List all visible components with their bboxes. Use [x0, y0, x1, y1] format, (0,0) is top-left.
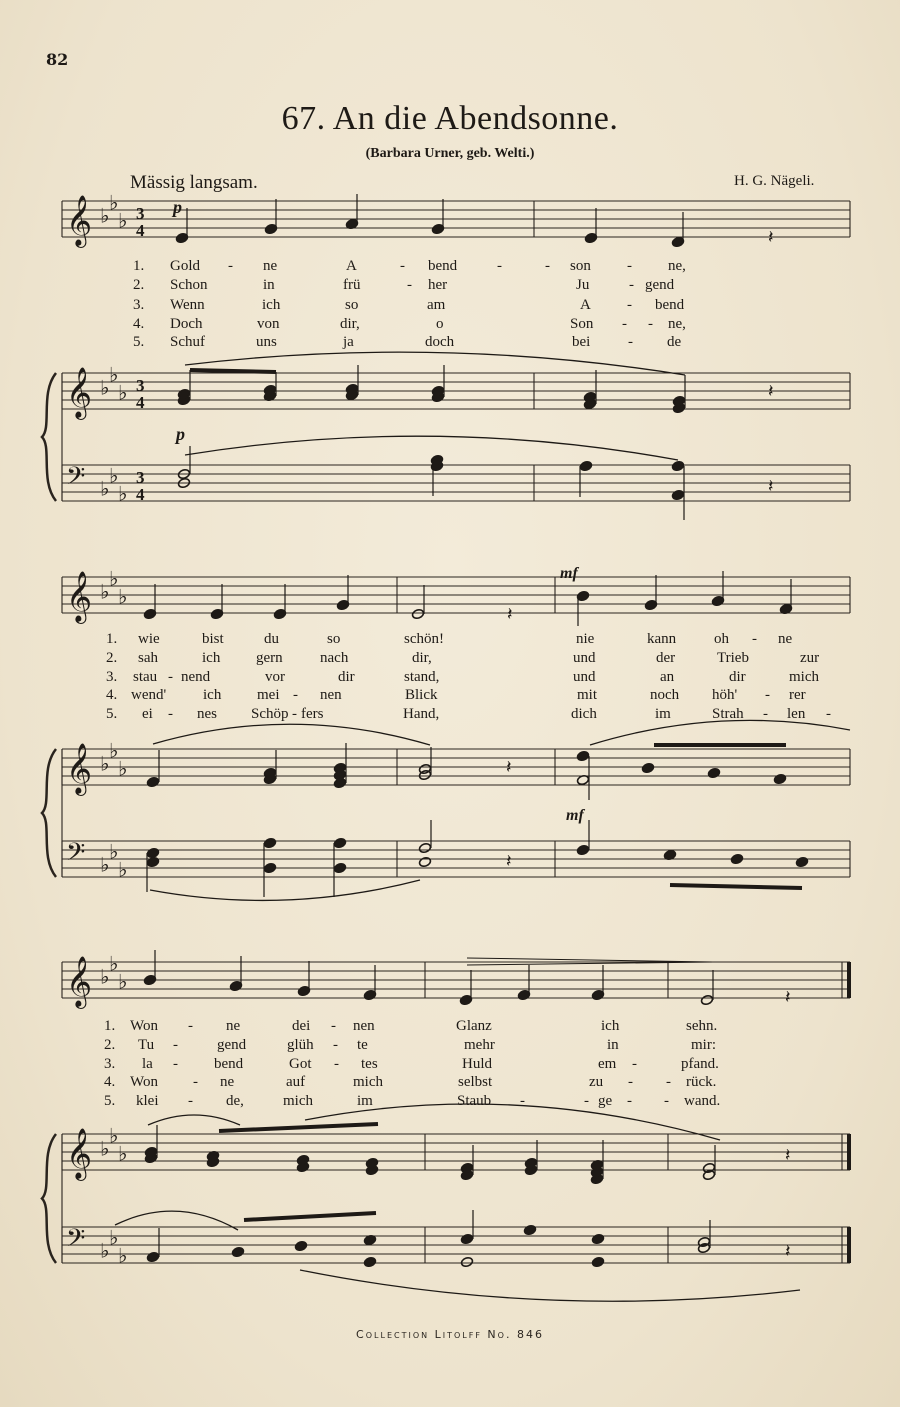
lyric-syllable: Won — [130, 1074, 158, 1090]
flat-icon: ♭ — [109, 738, 119, 763]
lyric-syllable: du — [264, 631, 279, 647]
lyric-hyphen: - — [173, 1037, 178, 1053]
lyric-syllable: ne — [778, 631, 793, 647]
lyric-hyphen: - — [188, 1018, 193, 1034]
dynamic-piano-voice: p — [173, 197, 182, 217]
time-sig-bottom: 4 — [136, 221, 145, 240]
lyric-hyphen: - — [228, 258, 233, 274]
lyric-syllable: so — [327, 631, 341, 647]
verse-number: 2. — [133, 277, 145, 293]
notehead — [146, 776, 159, 787]
flat-icon: ♭ — [109, 839, 119, 864]
flat-icon: ♭ — [118, 380, 128, 405]
lyric-syllable: Huld — [462, 1056, 492, 1072]
lyric-syllable: bist — [202, 631, 224, 647]
lyric-hyphen: - — [545, 258, 550, 274]
lyric-syllable: ich — [601, 1018, 620, 1034]
piano-brace — [42, 373, 56, 501]
lyric-syllable: dich — [571, 706, 597, 722]
lyric-syllable: schön! — [404, 631, 444, 647]
publisher-footer: Collection Litolff No. 846 — [356, 1328, 544, 1341]
notehead — [460, 1233, 473, 1244]
bass-clef-icon: 𝄢 — [66, 1224, 86, 1259]
notehead — [576, 844, 589, 855]
lyric-hyphen: - — [193, 1074, 198, 1090]
lyric-hyphen: - — [584, 1093, 589, 1109]
lyric-syllable: Ju — [576, 277, 590, 293]
lyric-syllable: im — [357, 1093, 373, 1109]
verse-number: 5. — [133, 334, 145, 350]
lyric-hyphen: - — [497, 258, 502, 274]
notehead — [418, 842, 431, 853]
crescendo-line — [467, 958, 712, 962]
final-barline — [847, 1227, 851, 1263]
lyric-syllable: Hand, — [403, 706, 440, 722]
notehead — [146, 1251, 159, 1262]
lyric-syllable: uns — [256, 334, 277, 350]
lyric-syllable: Trieb — [717, 650, 749, 666]
lyric-syllable: ei — [142, 706, 153, 722]
lyric-hyphen: - — [765, 687, 770, 703]
lyric-syllable: ne — [263, 258, 278, 274]
treble-clef-icon: 𝄞 — [66, 743, 93, 794]
lyric-syllable: frü — [343, 277, 361, 293]
notehead — [146, 847, 159, 858]
flat-icon: ♭ — [118, 584, 128, 609]
lyric-syllable: A — [580, 297, 591, 313]
flat-icon: ♭ — [100, 1238, 110, 1263]
slur — [150, 880, 420, 900]
lyric-syllable: ich — [203, 687, 222, 703]
flat-icon: ♭ — [118, 969, 128, 994]
flat-icon: ♭ — [100, 203, 110, 228]
verse-number: 5. — [106, 706, 118, 722]
treble-clef-icon: 𝄞 — [66, 195, 93, 246]
lyricist: (Barbara Urner, geb. Welti.) — [365, 146, 535, 161]
lyric-syllable: tes — [361, 1056, 378, 1072]
lyric-syllable: Schon — [170, 277, 208, 293]
lyric-hyphen: - — [648, 316, 653, 332]
flat-icon: ♭ — [118, 208, 128, 233]
lyric-syllable: vor — [265, 669, 285, 685]
notehead — [363, 1256, 376, 1267]
beam — [219, 1124, 378, 1131]
lyric-hyphen: - — [622, 316, 627, 332]
time-sig-bottom: 4 — [136, 485, 145, 504]
verse-number: 1. — [106, 631, 118, 647]
lyric-syllable: ge — [598, 1093, 613, 1109]
lyric-syllable: her — [428, 277, 448, 293]
lyric-syllable: mich — [789, 669, 819, 685]
lyric-syllable: noch — [650, 687, 680, 703]
composer: H. G. Nägeli. — [734, 173, 815, 189]
lyric-hyphen: - — [752, 631, 757, 647]
lyric-syllable: nend — [181, 669, 211, 685]
flat-icon: ♭ — [109, 1225, 119, 1250]
quarter-rest-icon: 𝄽 — [507, 604, 513, 625]
lyric-syllable: in — [263, 277, 275, 293]
lyric-syllable: fers — [301, 706, 324, 722]
lyric-syllable: de — [667, 334, 682, 350]
notehead — [523, 1224, 536, 1235]
notehead — [333, 837, 346, 848]
lyric-syllable: Son — [570, 316, 594, 332]
lyric-hyphen: - — [627, 297, 632, 313]
lyric-syllable: Doch — [170, 316, 203, 332]
lyric-syllable: ich — [262, 297, 281, 313]
lyric-syllable: te — [357, 1037, 368, 1053]
lyric-syllable: gern — [256, 650, 283, 666]
lyric-syllable: sah — [138, 650, 158, 666]
notehead — [333, 862, 346, 873]
lyric-syllable: rer — [789, 687, 806, 703]
final-barline — [847, 962, 851, 998]
notehead — [576, 750, 589, 761]
lyric-hyphen: - — [168, 706, 173, 722]
lyric-syllable: und — [573, 669, 596, 685]
notehead — [231, 1246, 244, 1257]
treble-clef-icon: 𝄞 — [66, 1128, 93, 1179]
lyric-syllable: Strah — [712, 706, 744, 722]
lyric-hyphen: - — [173, 1056, 178, 1072]
lyric-hyphen: - — [188, 1093, 193, 1109]
quarter-rest-icon: 𝄽 — [768, 227, 774, 248]
lyric-syllable: Wenn — [170, 297, 205, 313]
lyric-syllable: A — [346, 258, 357, 274]
lyric-syllable: bend — [428, 258, 458, 274]
lyric-hyphen: - — [293, 687, 298, 703]
piano-brace — [42, 749, 56, 877]
notehead — [263, 837, 276, 848]
lyric-hyphen: - — [627, 1093, 632, 1109]
verse-number: 2. — [104, 1037, 116, 1053]
lyric-hyphen: - — [333, 1037, 338, 1053]
quarter-rest-icon: 𝄽 — [768, 476, 774, 497]
tempo-marking: Mässig langsam. — [130, 172, 258, 193]
lyric-hyphen: - — [666, 1074, 671, 1090]
notehead — [795, 856, 808, 867]
flat-icon: ♭ — [109, 190, 119, 215]
lyric-syllable: auf — [286, 1074, 306, 1090]
flat-icon: ♭ — [118, 756, 128, 781]
lyric-syllable: Schöp — [251, 706, 289, 722]
lyric-syllable: de, — [226, 1093, 244, 1109]
lyric-syllable: glüh — [287, 1037, 314, 1053]
lyric-syllable: klei — [136, 1093, 159, 1109]
lyric-syllable: und — [573, 650, 596, 666]
flat-icon: ♭ — [100, 852, 110, 877]
verse-number: 3. — [106, 669, 118, 685]
lyric-syllable: zur — [800, 650, 820, 666]
lyric-syllable: Tu — [138, 1037, 155, 1053]
lyric-syllable: oh — [714, 631, 729, 647]
quarter-rest-icon: 𝄽 — [768, 381, 774, 402]
lyric-syllable: mich — [283, 1093, 313, 1109]
quarter-rest-icon: 𝄽 — [785, 1241, 791, 1262]
lyric-syllable: höh' — [712, 687, 738, 703]
lyric-syllable: nie — [576, 631, 595, 647]
lyric-hyphen: - — [407, 277, 412, 293]
verse-number: 4. — [133, 316, 145, 332]
lyric-hyphen: - — [331, 1018, 336, 1034]
lyric-syllable: la — [142, 1056, 153, 1072]
lyric-syllable: kann — [647, 631, 677, 647]
slur — [153, 724, 430, 745]
lyric-syllable: am — [427, 297, 446, 313]
lyric-syllable: im — [655, 706, 671, 722]
lyric-syllable: Glanz — [456, 1018, 492, 1034]
dynamic-mezzoforte-accomp: mf — [566, 807, 584, 824]
lyric-syllable: in — [607, 1037, 619, 1053]
flat-icon: ♭ — [109, 362, 119, 387]
lyric-syllable: bend — [655, 297, 685, 313]
treble-clef-icon: 𝄞 — [66, 367, 93, 418]
final-barline — [847, 1134, 851, 1170]
notehead — [263, 862, 276, 873]
lyric-syllable: gend — [645, 277, 675, 293]
song-title: 67. An die Abendsonne. — [281, 100, 619, 137]
lyric-syllable: nen — [320, 687, 342, 703]
notehead — [460, 1256, 473, 1267]
lyric-syllable: gend — [217, 1037, 247, 1053]
lyric-hyphen: - — [629, 277, 634, 293]
slur — [185, 436, 678, 460]
notehead — [730, 853, 743, 864]
flat-icon: ♭ — [118, 1141, 128, 1166]
flat-icon: ♭ — [118, 857, 128, 882]
lyric-syllable: mir: — [691, 1037, 716, 1053]
lyric-syllable: ne, — [668, 316, 686, 332]
lyric-syllable: len — [787, 706, 806, 722]
lyric-syllable: zu — [589, 1074, 604, 1090]
time-sig-top: 3 — [136, 468, 145, 487]
lyric-syllable: ne, — [668, 258, 686, 274]
flat-icon: ♭ — [118, 481, 128, 506]
treble-clef-icon: 𝄞 — [66, 571, 93, 622]
lyric-syllable: sehn. — [686, 1018, 718, 1034]
flat-icon: ♭ — [100, 375, 110, 400]
flat-icon: ♭ — [100, 579, 110, 604]
beam — [244, 1213, 376, 1220]
flat-icon: ♭ — [100, 751, 110, 776]
dynamic-mezzoforte-voice: mf — [560, 565, 578, 582]
lyric-hyphen: - — [628, 1074, 633, 1090]
lyric-syllable: mei — [257, 687, 280, 703]
lyric-syllable: der — [656, 650, 676, 666]
lyric-syllable: o — [436, 316, 444, 332]
notehead — [418, 856, 431, 867]
lyric-syllable: stand, — [404, 669, 440, 685]
quarter-rest-icon: 𝄽 — [785, 987, 791, 1008]
lyric-syllable: pfand. — [681, 1056, 719, 1072]
verse-number: 1. — [133, 258, 145, 274]
lyric-syllable: dir — [338, 669, 355, 685]
notehead — [641, 762, 654, 773]
dynamic-piano-accomp: p — [176, 424, 185, 444]
lyric-hyphen: - — [400, 258, 405, 274]
lyric-syllable: bend — [214, 1056, 244, 1072]
slur — [590, 720, 850, 745]
lyric-syllable: ne — [220, 1074, 235, 1090]
lyric-syllable: Won — [130, 1018, 158, 1034]
flat-icon: ♭ — [109, 463, 119, 488]
lyric-syllable: dir, — [412, 650, 432, 666]
lyric-syllable: mehr — [464, 1037, 495, 1053]
verse-number: 5. — [104, 1093, 116, 1109]
lyric-syllable: ja — [343, 334, 354, 350]
lyric-syllable: ich — [202, 650, 221, 666]
lyric-syllable: dir — [729, 669, 746, 685]
flat-icon: ♭ — [118, 1243, 128, 1268]
lyric-hyphen: - — [826, 706, 831, 722]
verse-number: 2. — [106, 650, 118, 666]
lyric-syllable: von — [257, 316, 280, 332]
lyric-syllable: Blick — [405, 687, 438, 703]
treble-clef-icon: 𝄞 — [66, 956, 93, 1007]
notehead — [700, 994, 713, 1005]
lyric-syllable: Got — [289, 1056, 312, 1072]
lyric-syllable: rück. — [686, 1074, 717, 1090]
time-sig-bottom: 4 — [136, 393, 145, 412]
verse-number: 3. — [104, 1056, 116, 1072]
slur — [300, 1270, 800, 1301]
lyric-syllable: selbst — [458, 1074, 493, 1090]
flat-icon: ♭ — [100, 476, 110, 501]
lyric-hyphen: - — [168, 669, 173, 685]
lyric-hyphen: - — [520, 1093, 525, 1109]
notehead — [671, 489, 684, 500]
notehead — [773, 773, 786, 784]
bass-clef-icon: 𝄢 — [66, 462, 86, 497]
lyric-hyphen: - — [292, 706, 297, 722]
lyric-syllable: wend' — [131, 687, 167, 703]
lyric-syllable: Schuf — [170, 334, 205, 350]
flat-icon: ♭ — [109, 566, 119, 591]
lyric-syllable: nes — [197, 706, 217, 722]
flat-icon: ♭ — [109, 1123, 119, 1148]
piano-brace — [42, 1134, 56, 1263]
verse-number: 1. — [104, 1018, 116, 1034]
lyric-syllable: an — [660, 669, 675, 685]
lyric-syllable: wie — [138, 631, 160, 647]
notehead — [411, 608, 424, 619]
lyric-hyphen: - — [627, 258, 632, 274]
time-sig-top: 3 — [136, 204, 145, 223]
lyric-hyphen: - — [664, 1093, 669, 1109]
notehead — [671, 460, 684, 471]
lyric-syllable: em — [598, 1056, 617, 1072]
lyric-syllable: son — [570, 258, 591, 274]
verse-number: 4. — [106, 687, 118, 703]
slur — [148, 1115, 240, 1125]
notehead — [579, 460, 592, 471]
flat-icon: ♭ — [109, 951, 119, 976]
lyric-syllable: so — [345, 297, 359, 313]
lyric-syllable: stau — [133, 669, 158, 685]
notehead — [591, 1256, 604, 1267]
time-sig-top: 3 — [136, 376, 145, 395]
quarter-rest-icon: 𝄽 — [785, 1145, 791, 1166]
lyric-syllable: nen — [353, 1018, 375, 1034]
notehead — [146, 856, 159, 867]
lyric-syllable: Gold — [170, 258, 200, 274]
lyric-hyphen: - — [632, 1056, 637, 1072]
quarter-rest-icon: 𝄽 — [506, 851, 512, 872]
lyric-hyphen: - — [628, 334, 633, 350]
lyric-syllable: wand. — [684, 1093, 721, 1109]
lyric-syllable: nach — [320, 650, 349, 666]
page-number: 82 — [46, 50, 69, 69]
beam — [190, 370, 276, 372]
lyric-syllable: mit — [577, 687, 598, 703]
lyric-syllable: dei — [292, 1018, 311, 1034]
bass-clef-icon: 𝄢 — [66, 838, 86, 873]
lyric-syllable: Staub — [457, 1093, 492, 1109]
beam — [670, 885, 802, 888]
lyric-hyphen: - — [763, 706, 768, 722]
verse-number: 3. — [133, 297, 145, 313]
notehead — [707, 767, 720, 778]
lyric-syllable: ne — [226, 1018, 241, 1034]
notehead — [591, 1233, 604, 1244]
notehead — [294, 1240, 307, 1251]
lyric-syllable: bei — [572, 334, 591, 350]
lyric-syllable: doch — [425, 334, 455, 350]
slur — [305, 1104, 720, 1140]
quarter-rest-icon: 𝄽 — [506, 757, 512, 778]
lyric-syllable: mich — [353, 1074, 383, 1090]
lyric-hyphen: - — [334, 1056, 339, 1072]
verse-number: 4. — [104, 1074, 116, 1090]
flat-icon: ♭ — [100, 964, 110, 989]
lyric-syllable: dir, — [340, 316, 360, 332]
flat-icon: ♭ — [100, 1136, 110, 1161]
